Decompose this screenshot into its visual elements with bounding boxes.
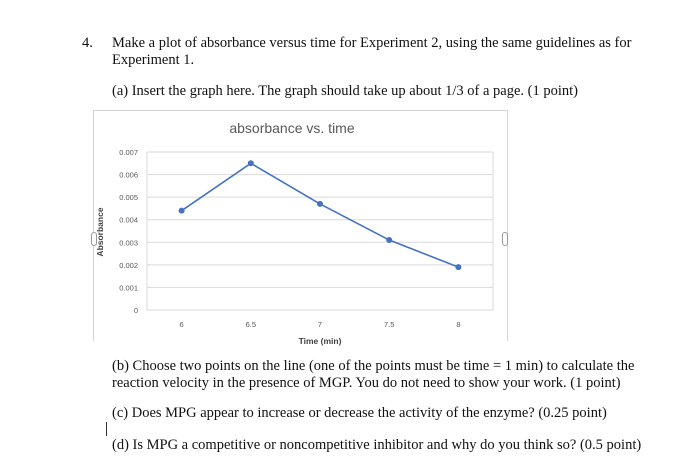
y-tick-label: 0.005 <box>119 193 138 203</box>
y-tick-label: 0 <box>133 306 138 315</box>
data-point <box>179 208 185 214</box>
x-axis-label: Time (min) <box>298 336 342 346</box>
x-tick-label: 6 <box>179 320 184 329</box>
data-point <box>248 160 254 166</box>
y-tick-label: 0.007 <box>119 148 138 157</box>
data-point <box>455 264 461 270</box>
x-tick-label: 8 <box>456 320 461 329</box>
x-axis-ticks <box>180 320 461 329</box>
question-number: 4. <box>82 35 93 51</box>
chart-grid <box>147 152 493 310</box>
y-axis-ticks <box>119 148 138 315</box>
question-text: Make a plot of absorbance versus time for Experiment 2, using the same guidelines as for Experiment 1. <box>112 35 632 68</box>
y-tick-label: 0.003 <box>119 238 138 248</box>
text-cursor <box>106 422 107 436</box>
x-tick-label: 7 <box>317 320 323 329</box>
y-tick-label: 0.004 <box>119 215 138 225</box>
part-c-text: (c) Does MPG appear to increase or decrease the activity of the enzyme? (0.25 point) <box>112 405 607 421</box>
chart-series <box>179 160 462 270</box>
y-tick-label: 0.006 <box>119 170 138 180</box>
data-point <box>317 201 323 207</box>
series-line <box>182 163 459 267</box>
data-point <box>386 237 392 243</box>
part-a-text: (a) Insert the graph here. The graph should take up about 1/3 of a page. (1 point) <box>112 83 578 99</box>
y-tick-label: 0.002 <box>119 260 138 270</box>
y-axis-label: Absorbance <box>95 207 105 257</box>
x-tick-label: 7.5 <box>383 320 395 329</box>
part-b-text: (b) Choose two points on the line (one of the points must be time = 1 min) to calculate the reaction velocity in the presence of MGP. You do not need to show your work. (1 point) <box>112 358 635 391</box>
part-d-text: (d) Is MPG a competitive or noncompetitive inhibitor and why do you think so? (0.5 point) <box>112 437 642 453</box>
chart-title: absorbance vs. time <box>229 120 355 136</box>
y-tick-label: 0.001 <box>119 283 138 293</box>
x-tick-label: 6.5 <box>245 320 257 329</box>
